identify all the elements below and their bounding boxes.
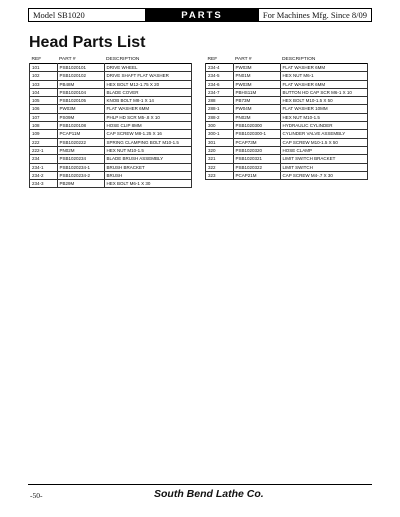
cell-part-number: PSB1020234 [57, 155, 104, 163]
cell-ref: 288 [206, 97, 234, 105]
footer-divider [28, 484, 372, 485]
cell-part-number: PSB1020102 [57, 72, 104, 80]
table-row [30, 138, 192, 146]
cell-part-number: PSB1020321 [233, 155, 280, 163]
cell-part-number: PSB1020320 [233, 146, 280, 154]
cell-ref: 108 [30, 122, 58, 130]
table-row [30, 113, 192, 121]
cell-description: PHLP HD SCR M5-.8 X 10 [104, 113, 192, 121]
cell-ref: 101 [30, 64, 58, 72]
cell-description: KNOB BOLT M8-1 X 14 [104, 97, 192, 105]
parts-table-left [29, 56, 192, 188]
cell-part-number: PBHS11M [233, 88, 280, 96]
cell-ref: 234-1 [30, 163, 58, 171]
cell-part-number: PCAP11M [57, 130, 104, 138]
cell-ref: 222 [30, 138, 58, 146]
table-row [206, 105, 368, 113]
cell-description: LIMIT SWITCH [280, 163, 368, 171]
cell-ref: 234-7 [206, 88, 234, 96]
cell-ref: 102 [30, 72, 58, 80]
cell-part-number: PW04M [233, 105, 280, 113]
table-row [30, 72, 192, 80]
cell-description: HYDRAULIC CYLINDER [280, 122, 368, 130]
cell-part-number: PW03M [57, 105, 104, 113]
cell-part-number: PN02M [57, 146, 104, 154]
model-label: Model SB1020 [29, 9, 146, 21]
cell-description: HEX NUT M10-1.5 [104, 146, 192, 154]
cell-ref: 103 [30, 80, 58, 88]
cell-part-number: PW03M [233, 80, 280, 88]
page-number: -50- [30, 491, 43, 500]
cell-ref: 104 [30, 88, 58, 96]
table-row [30, 130, 192, 138]
cell-part-number: PSB1020234-2 [57, 171, 104, 179]
table-row [206, 163, 368, 171]
cell-ref: 234 [30, 155, 58, 163]
cell-description: BLADE BRUSH ASSEMBLY [104, 155, 192, 163]
cell-ref: 234-3 [30, 180, 58, 188]
cell-description: CAP SCREW M10-1.5 X 50 [280, 138, 368, 146]
col-header-part: PART # [59, 57, 76, 62]
col-header-ref: REF [207, 57, 218, 62]
cell-description: FLAT WASHER 6MM [280, 80, 368, 88]
table-row [206, 113, 368, 121]
col-header-desc: DESCRIPTION [106, 57, 140, 62]
cell-part-number: PSB1020222 [57, 138, 104, 146]
cell-ref: 320 [206, 146, 234, 154]
table-row [206, 64, 368, 72]
cell-part-number: PB48M [57, 80, 104, 88]
cell-ref: 106 [30, 105, 58, 113]
cell-description: LIMIT SWITCH BRACKET [280, 155, 368, 163]
table-row [30, 97, 192, 105]
col-header-ref: REF [31, 57, 42, 62]
table-row [206, 138, 368, 146]
cell-description: FLAT WASHER 6MM [280, 64, 368, 72]
cell-description: FLAT WASHER 10MM [280, 105, 368, 113]
cell-ref: 288-1 [206, 105, 234, 113]
table-header-row [30, 56, 192, 64]
cell-description: DRIVE SHAFT FLAT WASHER [104, 72, 192, 80]
cell-description: SPRING CLAMPING BOLT M10-1.5 [104, 138, 192, 146]
table-row [206, 171, 368, 179]
cell-ref: 321 [206, 155, 234, 163]
cell-part-number: PB73M [233, 97, 280, 105]
cell-description: BRUSH [104, 171, 192, 179]
table-row [206, 130, 368, 138]
table-row [30, 180, 192, 188]
cell-part-number: PSB1020300-1 [233, 130, 280, 138]
cell-description: FLAT WASHER 6MM [104, 105, 192, 113]
cell-ref: 301 [206, 138, 234, 146]
cell-ref: 222-1 [30, 146, 58, 154]
cell-ref: 288-2 [206, 113, 234, 121]
table-row [206, 97, 368, 105]
cell-ref: 234-2 [30, 171, 58, 179]
cell-part-number: PSB1020234-1 [57, 163, 104, 171]
section-label: PARTS [146, 9, 258, 21]
cell-ref: 300 [206, 122, 234, 130]
cell-description: HEX BOLT M12-1.75 X 20 [104, 80, 192, 88]
cell-part-number: PSB1020105 [57, 97, 104, 105]
cell-ref: 323 [206, 171, 234, 179]
table-row [206, 122, 368, 130]
page-title: Head Parts List [29, 34, 146, 51]
cell-ref: 234-5 [206, 72, 234, 80]
cell-description: HOSE CLIP 8MM [104, 122, 192, 130]
cell-description: BLADE COVER [104, 88, 192, 96]
table-row [206, 155, 368, 163]
cell-description: HOSE CLAMP [280, 146, 368, 154]
brand-logo-text: South Bend Lathe Co. [154, 488, 264, 500]
cell-ref: 322 [206, 163, 234, 171]
parts-table-right [205, 56, 368, 180]
table-row [30, 88, 192, 96]
cell-description: DRIVE WHEEL [104, 64, 192, 72]
cell-part-number: PS09M [57, 113, 104, 121]
cell-part-number: PSB1020101 [57, 64, 104, 72]
cell-ref: 234-4 [206, 64, 234, 72]
tagline-label: For Machines Mfg. Since 8/09 [258, 9, 371, 21]
table-row [206, 146, 368, 154]
cell-description: HEX BOLT M6-1 X 30 [104, 180, 192, 188]
cell-part-number: PB29M [57, 180, 104, 188]
cell-ref: 109 [30, 130, 58, 138]
cell-part-number: PN02M [233, 113, 280, 121]
table-row [30, 171, 192, 179]
cell-description: HEX NUT M6-1 [280, 72, 368, 80]
cell-description: HEX BOLT M10-1.5 X 50 [280, 97, 368, 105]
cell-description: HEX NUT M10-1.5 [280, 113, 368, 121]
cell-description: CYLINDER VALVE ASSEMBLY [280, 130, 368, 138]
table-row [206, 88, 368, 96]
cell-part-number: PSB1020300 [233, 122, 280, 130]
table-row [206, 72, 368, 80]
page-header [28, 8, 372, 22]
cell-part-number: PCAP73M [233, 138, 280, 146]
table-row [30, 163, 192, 171]
table-row [30, 155, 192, 163]
cell-description: CAP SCREW M8-1.25 X 16 [104, 130, 192, 138]
table-row [206, 80, 368, 88]
cell-part-number: PW03M [233, 64, 280, 72]
cell-description: BUTTON HD CAP SCR M6-1 X 10 [280, 88, 368, 96]
table-row [30, 146, 192, 154]
cell-part-number: PSB1020108 [57, 122, 104, 130]
cell-part-number: PCAP21M [233, 171, 280, 179]
cell-ref: 300-1 [206, 130, 234, 138]
cell-ref: 107 [30, 113, 58, 121]
cell-part-number: PN01M [233, 72, 280, 80]
table-header-row [206, 56, 368, 64]
cell-ref: 105 [30, 97, 58, 105]
table-row [30, 80, 192, 88]
col-header-part: PART # [235, 57, 252, 62]
col-header-desc: DESCRIPTION [282, 57, 316, 62]
cell-description: CAP SCREW M4-.7 X 30 [280, 171, 368, 179]
table-row [30, 64, 192, 72]
table-row [30, 122, 192, 130]
cell-part-number: PSB1020322 [233, 163, 280, 171]
table-row [30, 105, 192, 113]
cell-part-number: PSB1020104 [57, 88, 104, 96]
cell-ref: 234-6 [206, 80, 234, 88]
cell-description: BRUSH BRACKET [104, 163, 192, 171]
